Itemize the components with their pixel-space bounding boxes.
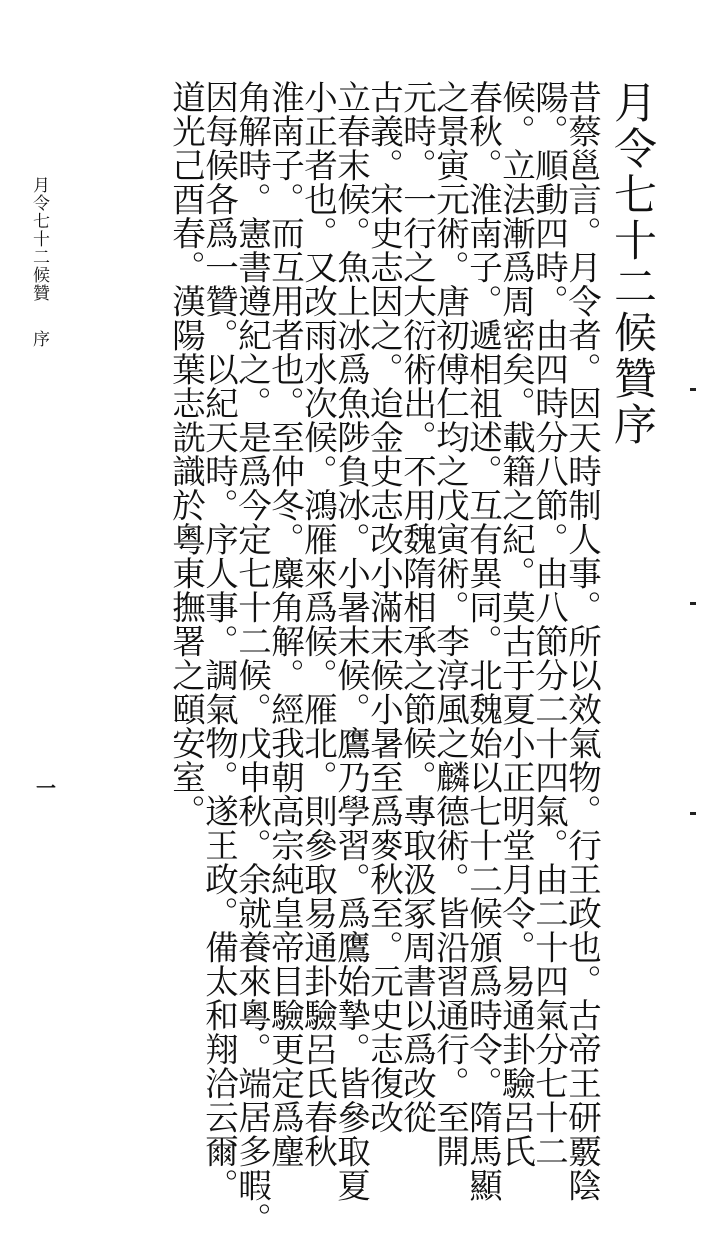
page-title: 月令七十二候贊序 [607,80,657,448]
colophon-column: 道光己酉春。漢陽葉志詵識於粵東撫署之頤安室。 [166,80,206,828]
text-column: 春秋。淮南子。遞相祖述。互有異同。北魏始以七十二候頒爲時令。隋馬顯 [463,80,503,1202]
edge-mark [690,812,696,815]
text-column: 古義。宋史志因之。迨金史志改小滿末候小暑至爲麥秋至。元史志復改 [364,80,404,1134]
text-column: 元時。一行之大衍術出。不用魏隋相承之節候。專取汲冢周書以爲改從 [397,80,437,1134]
text-column: 陽。順動四時。由四時分八節。由八節分二十四氣。由二十四氣分七十二 [529,80,569,1168]
text-column: 昔蔡邕言。月令者。因天時制人事。所以效氣物。行王政也。古帝王研覈陰 [562,80,602,1202]
text-column: 候。立法漸爲周密矣。載籍之紀。莫古于夏小正明堂月令。易通卦驗呂氏 [496,80,536,1168]
text-column: 淮南子。而互用者也。至仲冬。麋角解。經我朝高宗純皇帝目驗更定爲麈 [265,80,305,1168]
text-column: 小正者也。又改雨水次候。鴻雁來爲候。雁北。則參取易通卦驗呂氏春秋 [298,80,338,1168]
edge-mark [690,388,696,391]
text-column: 角解時。憲書遵紀之。是爲今定七十二候。戊申秋。余就養來粵。端居多暇。 [232,80,272,1236]
text-column: 之景寅元術。唐初傅仁均之戊寅術。李淳風之麟德術。皆沿習通行。至開 [430,80,470,1168]
text-column: 因每候各爲一贊。以紀天時。序人事。調氣物。遂王政。備太和翔洽云爾。 [199,80,239,1202]
margin-book-title: 月令七十二候贊 [29,176,49,302]
text-column: 立春末候。魚上冰爲魚陟負冰。小暑末候。鷹乃學習。爲鷹始摯。皆參取夏 [331,80,371,1202]
margin-section-label: 序 [29,330,49,347]
margin-page-number: 一 [36,776,56,800]
edge-mark [690,602,696,605]
